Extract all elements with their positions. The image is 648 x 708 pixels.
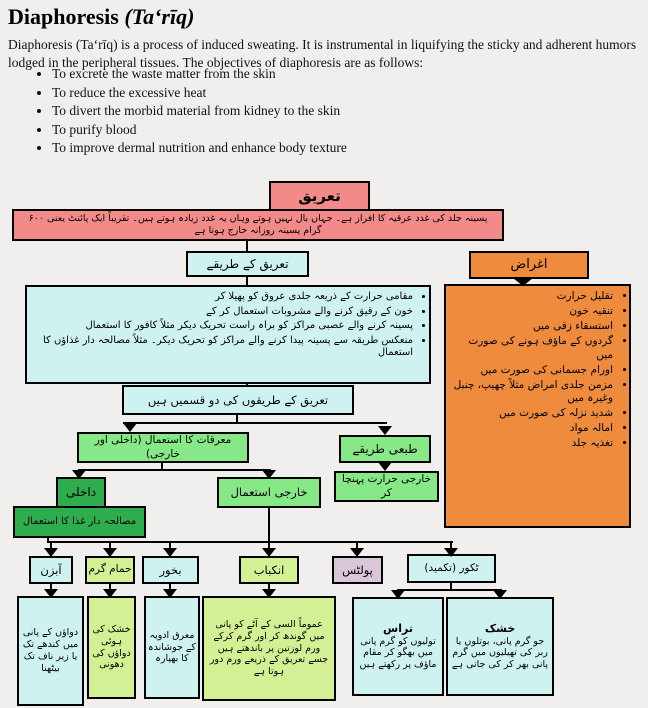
aghraz-item: • استسقاء زقی میں — [450, 320, 613, 333]
objective-item: • To reduce the excessive heat — [52, 85, 648, 101]
node-aghraz-header: اغراض — [469, 251, 589, 279]
method-item: • پسینہ کرنے والے عصبی مراکز کو براہ راست تحریک دیکر مثلاً کافور کا استعمال — [31, 320, 413, 333]
arrow-down-icon — [262, 589, 276, 598]
node-tar-fomentation — [352, 597, 444, 696]
intro-paragraph: Diaphoresis (Ta‘rīq) is a process of induced sweating. It is instrumental in liquifying the sticky and adherent humors lodged in the peripheral tissues. The objectives of diaphoresis are as follows: — [8, 37, 637, 71]
objective-item: • To divert the morbid material from kidney to the skin — [52, 103, 648, 119]
tar-desc: تولیوں کو گرم پانی میں بھگو کر مقام ماؤف پر رکھتے ہیں — [359, 635, 437, 671]
aghraz-item: • مزمن جلدی امراض مثلاً چھیپ، چنبل وغیرہ میں — [450, 379, 613, 405]
node-masala-ghiza: مصالحہ دار غذا کا استعمال — [13, 506, 146, 538]
node-inkibab: انکباب — [239, 556, 299, 584]
node-bakhur: بخور — [142, 556, 199, 584]
arrow-down-icon — [378, 426, 392, 435]
arrow-down-icon — [44, 589, 58, 598]
connector-line — [246, 382, 248, 386]
connector-line — [397, 589, 502, 591]
arrow-down-icon — [103, 589, 117, 598]
connector-line — [268, 508, 270, 542]
node-hamam-desc: خشک کی ہوئی دواؤں کی دھونی — [87, 596, 136, 699]
khushk-title: خشک — [484, 621, 516, 635]
arrow-down-icon — [163, 548, 177, 557]
node-aghraz-list — [444, 284, 631, 528]
node-poltis: پولٹس — [332, 556, 383, 584]
node-bakhur-desc: معرق ادویہ کے جوشاندہ کا بھپارہ — [144, 596, 200, 699]
arrow-down-icon — [44, 548, 58, 557]
connector-line — [246, 275, 248, 286]
objective-item: • To improve dermal nutrition and enhance body texture — [52, 140, 648, 156]
arrow-down-icon — [493, 590, 507, 599]
page-title — [8, 4, 194, 30]
aghraz-item: • اورام جسمانی کی صورت میں — [450, 364, 613, 377]
node-tariq-header: تعریق — [269, 181, 370, 211]
arrow-down-icon — [444, 548, 458, 557]
objective-item: • To purify blood — [52, 122, 648, 138]
connector-line — [78, 469, 271, 471]
methods-bullet-list — [27, 291, 429, 362]
node-definition: پسینہ جلد کی غدد عرقیہ کا افراز ہے۔ جہاں بال نہیں ہوتے وہاں یہ غدد زیادہ ہوتے ہیں۔ تقریباً ایک پائنٹ یعنی ۶۰۰ گرام پسینہ روزانہ خارج ہوتا ہے — [12, 209, 504, 241]
node-khushk-fomentation — [446, 597, 554, 696]
aghraz-item: • تغذیہ جلد — [450, 437, 613, 450]
arrow-down-icon — [262, 548, 276, 557]
node-kharji-hararat: خارجی حرارت پہنچا کر — [334, 471, 439, 502]
method-item: • منعکس طریقہ سے پسینہ پیدا کرنے والے مراکز کو تحریک دیکر۔ مثلاً مصالحہ دار غذاؤں کا استعمال — [31, 335, 413, 360]
page-title-text: Diaphoresis — [8, 4, 119, 29]
connector-line — [246, 239, 248, 252]
node-abzan-desc: دواؤں کے پانی میں کندھے تک یا زیر ناف تک بیٹھنا — [17, 596, 84, 706]
aghraz-item: • امالہ مواد — [450, 422, 613, 435]
node-takor-takmid: ٹکور (تکمید) — [407, 554, 496, 583]
tar-title: تراس — [383, 621, 413, 635]
connector-line — [123, 422, 387, 424]
aghraz-item: • گردوں کے ماؤف ہونے کی صورت میں — [450, 335, 613, 361]
aghraz-bullet-list — [446, 290, 629, 452]
node-methods-header: تعریق کے طریقے — [186, 251, 309, 277]
connector-line — [47, 541, 453, 543]
arrow-down-icon — [163, 589, 177, 598]
arrow-down-icon — [513, 278, 533, 286]
node-abzan: آبزن — [29, 556, 73, 584]
khushk-desc: جو گرم پانی، بوتلوں یا ربر کی تھیلیوں میں گرم پانی بھر کر کی جاتی ہے — [451, 635, 549, 671]
arrow-down-icon — [123, 423, 137, 432]
aghraz-item: • تقلیل حرارت — [450, 290, 613, 303]
objectives-list — [14, 66, 648, 159]
arrow-down-icon — [103, 548, 117, 557]
method-item: • خون کے رقیق کرنے والے مشروبات استعمال کر کے — [31, 306, 413, 319]
method-item: • مقامی حرارت کے ذریعہ جلدی عروق کو پھیلا کر — [31, 291, 413, 304]
node-tabai-tariqe: طبعی طریقے — [339, 435, 431, 463]
aghraz-item: • شدید نزلہ کی صورت میں — [450, 407, 613, 420]
page-title-transliteration: (Ta‘rīq) — [124, 4, 195, 29]
arrow-down-icon — [262, 470, 276, 479]
node-kharji-istemal: خارجی استعمال — [217, 477, 321, 508]
node-hamam-garm: حمام گرم — [85, 556, 135, 584]
arrow-down-icon — [378, 462, 392, 471]
arrow-down-icon — [72, 470, 86, 479]
node-methods-list — [25, 285, 431, 384]
objective-item: • To excrete the waste matter from the skin — [52, 66, 648, 82]
node-two-types: تعریق کے طریقوں کی دو قسمیں ہیں — [122, 385, 354, 415]
node-dakhili: داخلی — [56, 477, 106, 508]
node-muarriqat: معرقات کا استعمال (داخلی اور خارجی) — [77, 432, 249, 463]
arrow-down-icon — [391, 590, 405, 599]
node-inkibab-desc: عموماً السی کے آٹے کو پانی میں گوندھ کر اور گرم کرکے ورم لوزتین پر باندھتے ہیں جسے تعریق کے ذریعے ورم دور ہوتا ہے — [202, 596, 336, 701]
arrow-down-icon — [350, 548, 364, 557]
aghraz-item: • تنقیہ خون — [450, 305, 613, 318]
